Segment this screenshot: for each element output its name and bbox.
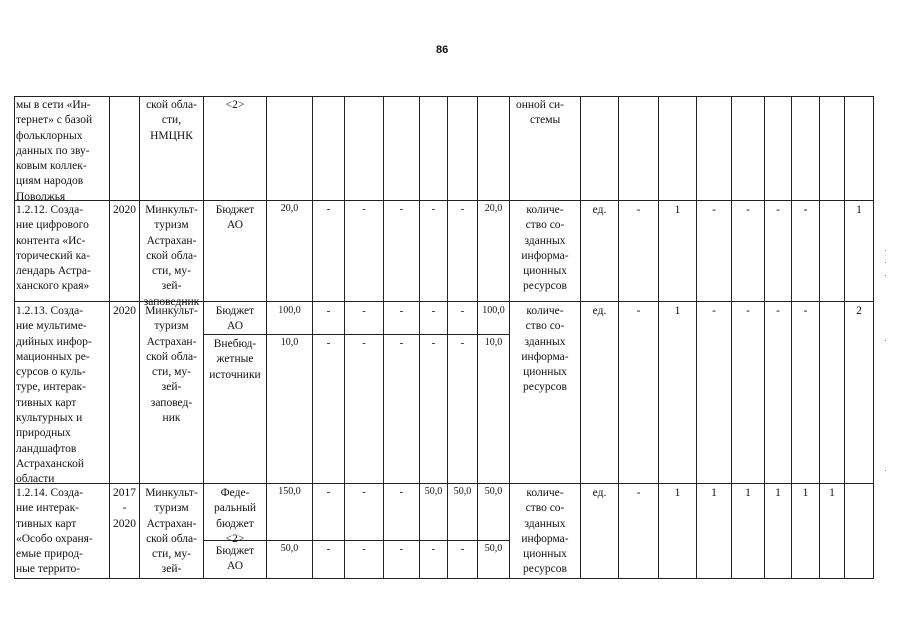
text-line: Астраханской <box>16 457 85 470</box>
cell-dash: - <box>326 203 331 215</box>
cell-dash: - <box>431 203 436 215</box>
cell-dash: - <box>460 543 465 555</box>
cell-total: 10,0 <box>280 337 299 348</box>
text-line: ресурсов <box>523 381 567 394</box>
cell-executor <box>140 486 203 578</box>
cell-value: - <box>803 204 808 216</box>
cell-dash: - <box>362 543 366 555</box>
cell-executor <box>140 304 203 426</box>
cell-amount: 50,0 <box>453 486 472 497</box>
text-line: фольклорных <box>16 129 83 142</box>
scan-speck <box>885 470 886 471</box>
cell-value: - <box>712 204 716 216</box>
cell-value: - <box>803 305 808 317</box>
text-line: природных <box>16 427 71 440</box>
cell-value: - <box>776 204 780 216</box>
text-line: Поволжья <box>16 190 66 203</box>
cell-funding-source <box>204 337 266 383</box>
text-line: туризм <box>154 502 189 515</box>
cell-indicator <box>510 304 580 396</box>
text-line: ство со- <box>525 320 565 333</box>
text-line: 2020 <box>113 204 136 216</box>
cell-dash: - <box>460 305 465 317</box>
cell-total: 20,0 <box>280 203 299 214</box>
text-line: зей- <box>161 563 182 576</box>
text-line: Астрахан- <box>146 335 197 348</box>
cell-dash: - <box>431 543 436 555</box>
text-line: туре, интерак- <box>16 381 86 394</box>
cell-value: 1 <box>856 204 862 216</box>
text-line: сти, му- <box>152 366 191 379</box>
table-bottom-border <box>14 578 874 579</box>
text-line: ционных <box>523 265 567 278</box>
text-line: ковым коллек- <box>16 160 87 173</box>
text-line: 2020 <box>113 305 136 317</box>
text-line: сурсов о куль- <box>16 366 86 379</box>
cell-dash: - <box>399 305 404 317</box>
text-line: источники <box>209 368 261 381</box>
text-line: 1.2.13. Созда- <box>16 305 84 317</box>
text-line: Минкульт- <box>145 487 198 499</box>
cell-dash: - <box>362 486 366 498</box>
cell-value: - <box>746 204 750 216</box>
row-divider <box>14 200 874 201</box>
cell-value: - <box>746 305 750 317</box>
text-line: Бюджет <box>215 305 255 317</box>
cell-dash: - <box>399 486 404 498</box>
cell-unit: ед. <box>592 487 607 499</box>
cell-dash: - <box>399 337 404 349</box>
text-line: ресурсов <box>523 563 567 576</box>
cell-measure-name <box>16 203 91 295</box>
text-line: ние цифрового <box>16 219 89 232</box>
cell-total: 100,0 <box>278 305 301 316</box>
text-line: информа- <box>521 350 569 363</box>
text-line: АО <box>226 219 244 232</box>
cell-year <box>110 304 139 319</box>
cell-value: 2 <box>856 305 862 317</box>
text-line: дийных инфор- <box>16 335 92 348</box>
text-line: тивных карт <box>16 517 77 530</box>
col-border <box>844 96 845 578</box>
text-line: 2017 <box>113 487 136 499</box>
text-line: зей- <box>161 381 182 394</box>
cell-dash: - <box>326 543 331 555</box>
text-line: 1.2.14. Созда- <box>16 487 84 499</box>
text-line: онной си- <box>516 99 564 111</box>
cell-dash: - <box>362 203 366 215</box>
col-border <box>618 96 619 578</box>
text-line: Астрахан- <box>146 234 197 247</box>
cell-value: 1 <box>674 487 681 499</box>
text-line: зданных <box>524 517 566 530</box>
text-line: сти, му- <box>152 265 191 278</box>
cell-dash: - <box>399 203 404 215</box>
text-line: зданных <box>524 234 566 247</box>
text-line: тернет» с базой <box>16 114 93 127</box>
text-line: мы в сети «Ин- <box>16 99 91 111</box>
text-line: 1.2.12. Созда- <box>16 204 84 216</box>
text-line: ской обла- <box>146 249 197 262</box>
cell-unit: ед. <box>592 305 607 317</box>
text-line: зданных <box>524 335 566 348</box>
cell-executor <box>140 98 203 144</box>
text-line: ральный <box>214 502 256 515</box>
text-line: информа- <box>521 532 569 545</box>
text-line: зей- <box>161 280 182 293</box>
text-line: Феде- <box>220 487 250 499</box>
text-line: ство со- <box>525 219 565 232</box>
cell-value: 1 <box>674 305 681 317</box>
cell-executor <box>140 203 203 310</box>
text-line: ство со- <box>525 502 565 515</box>
cell-value: 1 <box>711 487 717 499</box>
text-line: Внебюд- <box>213 338 257 350</box>
text-line: АО <box>226 560 244 573</box>
cell-year <box>110 486 139 532</box>
text-line: циям народов <box>16 175 84 188</box>
col-border <box>819 96 820 578</box>
text-line: сти, му- <box>152 548 191 561</box>
cell-funding-source <box>204 203 266 234</box>
col-border <box>764 96 765 578</box>
cell-total: 50,0 <box>280 543 299 554</box>
cell-dash: - <box>362 337 366 349</box>
text-line: ционных <box>523 548 567 561</box>
cell-dash: - <box>326 305 331 317</box>
text-line: Минкульт- <box>145 305 198 317</box>
cell-dash: - <box>326 337 331 349</box>
text-line: - <box>122 502 127 515</box>
cell-value: 1 <box>775 487 781 499</box>
text-line: АО <box>226 320 244 333</box>
text-line: стемы <box>530 114 561 127</box>
text-line: ние интерак- <box>16 502 79 515</box>
col-border <box>14 96 15 578</box>
cell-value: - <box>712 305 716 317</box>
text-line: ханского края» <box>16 280 90 293</box>
col-border <box>791 96 792 578</box>
text-line: Бюджет <box>215 204 255 216</box>
text-line: бюджет <box>216 517 254 530</box>
cell-amount: 50,0 <box>424 486 443 497</box>
text-line: емые природ- <box>16 548 83 561</box>
col-border <box>658 96 659 578</box>
col-border <box>580 96 581 578</box>
cell-value: 1 <box>674 204 681 216</box>
text-line: лендарь Астра- <box>16 265 91 278</box>
table-right-border <box>873 96 874 578</box>
cell-funding-source <box>204 98 266 113</box>
cell-funding-source <box>204 544 266 575</box>
text-line: количе- <box>526 204 564 216</box>
text-line: культурных и <box>16 412 83 425</box>
text-line: сти, <box>161 114 182 127</box>
cell-unit: ед. <box>592 204 607 216</box>
row-divider <box>14 483 874 484</box>
text-line: ской обла- <box>146 99 197 111</box>
text-line: тивных карт <box>16 396 77 409</box>
scan-speck <box>885 262 886 263</box>
cell-value: 1 <box>745 487 751 499</box>
cell-funding-source <box>204 486 266 547</box>
text-line: <2> <box>225 99 245 111</box>
cell-measure-name <box>16 486 93 578</box>
text-line: жетные <box>216 353 254 366</box>
text-line: ской обла- <box>146 350 197 363</box>
scan-speck <box>885 340 886 341</box>
cell-amount: 50,0 <box>484 486 503 497</box>
cell-measure-name <box>16 304 92 488</box>
text-line: Бюджет <box>215 545 255 557</box>
col-border <box>731 96 732 578</box>
cell-indicator <box>510 486 580 578</box>
text-line: Минкульт- <box>145 204 198 216</box>
table-top-border <box>14 96 874 97</box>
cell-dash: - <box>431 337 436 349</box>
text-line: ской обла- <box>146 532 197 545</box>
text-line: ресурсов <box>523 280 567 293</box>
page-number: 86 <box>436 44 449 56</box>
cell-value: - <box>636 487 641 499</box>
cell-amount: 100,0 <box>482 305 505 316</box>
text-line: НМЦНК <box>150 129 193 142</box>
cell-value: - <box>636 204 641 216</box>
cell-value: 1 <box>802 487 809 499</box>
text-line: Астрахан- <box>146 517 197 530</box>
cell-indicator <box>510 203 580 295</box>
text-line: информа- <box>521 249 569 262</box>
text-line: 2020 <box>113 517 136 530</box>
cell-indicator <box>516 98 564 129</box>
text-line: ние мультиме- <box>16 320 87 333</box>
text-line: ник <box>162 412 181 425</box>
cell-amount: 20,0 <box>484 203 503 214</box>
cell-dash: - <box>362 305 366 317</box>
scan-speck <box>885 275 886 276</box>
text-line: заповед- <box>150 396 193 409</box>
text-line: туризм <box>154 219 189 232</box>
cell-measure-name <box>16 98 92 205</box>
cell-value: - <box>776 305 780 317</box>
text-line: количе- <box>526 487 564 499</box>
text-line: контента «Ис- <box>16 234 86 247</box>
text-line: <2> <box>225 532 245 545</box>
cell-amount: 10,0 <box>484 337 503 348</box>
text-line: данных по зву- <box>16 144 90 157</box>
scan-speck <box>885 250 886 251</box>
text-line: области <box>16 473 55 486</box>
cell-funding-source <box>204 304 266 335</box>
cell-total: 150,0 <box>278 486 301 497</box>
text-line: «Особо охраня- <box>16 532 93 545</box>
cell-year <box>110 203 139 218</box>
text-line: ционных <box>523 366 567 379</box>
cell-value: 1 <box>829 487 835 499</box>
col-border <box>696 96 697 578</box>
cell-dash: - <box>399 543 404 555</box>
text-line: ландшафтов <box>16 442 77 455</box>
text-line: туризм <box>154 320 189 333</box>
cell-dash: - <box>326 486 331 498</box>
cell-value: - <box>636 305 641 317</box>
text-line: ные террито- <box>16 563 81 576</box>
text-line: мационных ре- <box>16 350 90 363</box>
cell-dash: - <box>431 305 436 317</box>
cell-dash: - <box>460 337 465 349</box>
text-line: заповедник <box>143 295 200 308</box>
cell-dash: - <box>460 203 465 215</box>
cell-amount: 50,0 <box>484 543 503 554</box>
text-line: торический ка- <box>16 249 90 262</box>
text-line: количе- <box>526 305 564 317</box>
